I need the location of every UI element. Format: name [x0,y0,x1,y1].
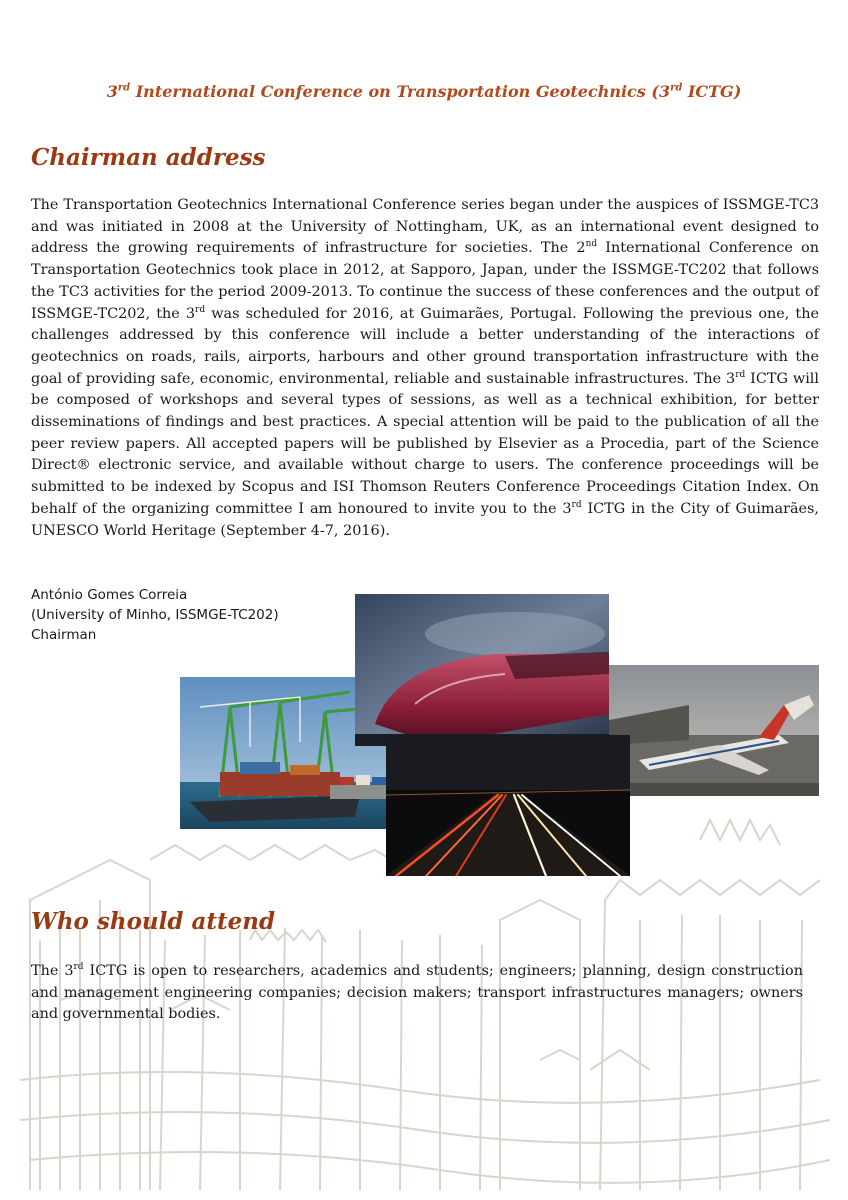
signature-affiliation: (University of Minho, ISSMGE-TC202) [31,607,279,623]
signature-role: Chairman [31,627,97,643]
highway-night-photo [386,735,630,876]
who-should-attend-paragraph: The 3rd ICTG is open to researchers, academics and students; engineers; planning, design construction and management engineering companies; decision makers; transport infrastructures managers; owners and governmental bodies. [31,962,803,1023]
who-should-attend-heading: Who should attend [31,908,276,935]
signature-block [31,585,279,645]
chairman-address-heading: Chairman address [31,144,266,171]
high-speed-train-photo [355,594,609,746]
airport-plane-photo [609,665,819,796]
chairman-address-paragraph: The Transportation Geotechnics International Conference series began under the auspices of ISSMGE-TC3 and was initiated in 2008 at the University of Nottingham, UK, as an international event designed to address the growing requirements of infrastructure for societies. The 2nd International Conference on Transportation Geotechnics took place in 2012, at Sapporo, Japan, under the ISSMGE-TC202 that follows the TC3 activities for the period 2009-2013. To continue the success of these conferences and the output of ISSMGE-TC202, the 3rd was scheduled for 2016, at Guimarães, Portugal. Following the previous one, the challenges addressed by this conference will include a better understanding of the interactions of geotechnics on roads, rails, airports, harbours and other ground transportation infrastructure with the goal of providing safe, economic, environmental, reliable and sustainable infrastructures. The 3rd ICTG will be composed of workshops and several types of sessions, as well as a technical exhibition, for better disseminations of findings and best practices. A special attention will be paid to the publication of all the peer review papers. All accepted papers will be published by Elsevier as a Procedia, part of the Science Direct® electronic service, and available without charge to users. The conference proceedings will be submitted to be indexed by Scopus and ISI Thomson Reuters Conference Proceedings Citation Index. On behalf of the organizing committee I am honoured to invite you to the 3rd ICTG in the City of Guimarães, UNESCO World Heritage (September 4-7, 2016). [31,197,819,539]
signature-name: António Gomes Correia [31,587,188,603]
conference-title: 3rd International Conference on Transportation Geotechnics (3rd ICTG) [106,82,742,101]
